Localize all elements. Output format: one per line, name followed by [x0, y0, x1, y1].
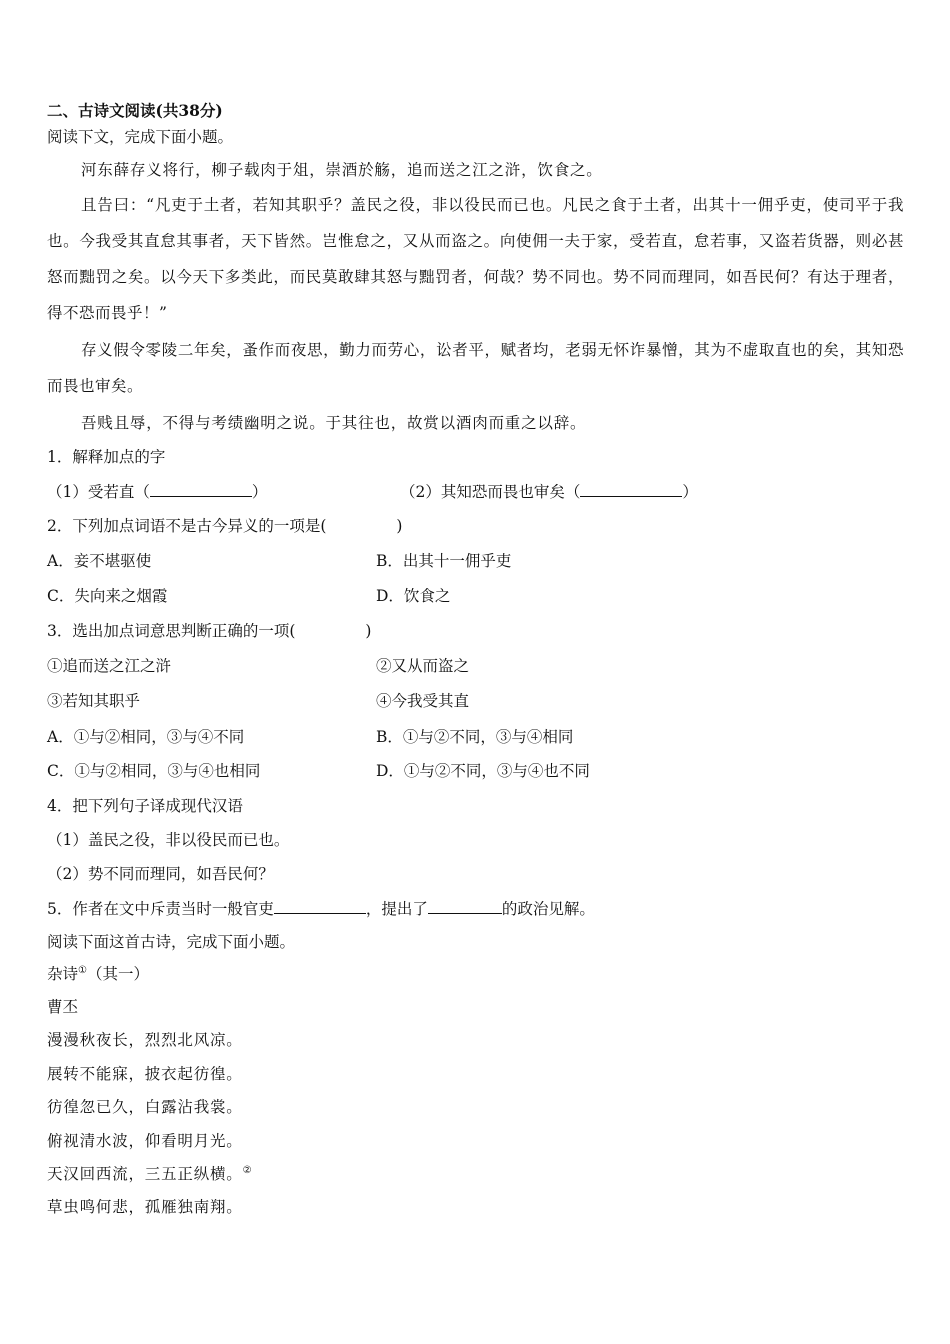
poem-line-1: 漫漫秋夜长，烈烈北风凉。	[47, 1031, 243, 1049]
poem-line-4: 俯视清水波，仰看明月光。	[47, 1132, 243, 1150]
question-3-item-3: ③若知其职乎	[47, 692, 141, 710]
question-4-sentence-2: （2）势不同而理同，如吾民何？	[47, 865, 274, 883]
question-4-stem: 4．把下列句子译成现代汉语	[47, 797, 243, 815]
poem-author: 曹丕	[47, 998, 79, 1016]
question-2-option-b[interactable]: B．出其十一佣乎吏	[376, 552, 512, 570]
poem-title: 杂诗①（其一）	[47, 964, 149, 983]
footnote-marker: ②	[242, 1164, 253, 1176]
poem-line-6: 草虫鸣何悲，孤雁独南翔。	[47, 1198, 243, 1216]
question-1-stem: 1．解释加点的字	[47, 448, 166, 466]
question-2-option-c[interactable]: C．失向来之烟霞	[47, 587, 168, 605]
question-3-option-a[interactable]: A．①与②相同，③与④不同	[47, 728, 245, 746]
question-3-option-d[interactable]: D．①与②不同，③与④也不同	[376, 762, 590, 780]
question-3-item-4: ④今我受其直	[376, 692, 470, 710]
question-1-item-2: （2）其知恐而畏也审矣（ ）	[400, 483, 698, 501]
question-3-option-b[interactable]: B．①与②不同，③与④相同	[376, 728, 574, 746]
question-2-option-d[interactable]: D．饮食之	[376, 587, 451, 605]
question-3-item-1: ①追而送之江之浒	[47, 657, 172, 675]
poem-line-2: 展转不能寐，披衣起彷徨。	[47, 1065, 243, 1083]
passage-paragraph-2: 且告曰：“凡吏于土者，若知其职乎？盖民之役，非以役民而已也。凡民之食于土者，出其十一佣乎吏，使司平于我也。今我受其直怠其事者，天下皆然。岂惟怠之，又从而盗之。向使佣一夫于家，受若直，怠若事，又盗若货器，则必甚怒而黜罚之矣。以今天下多类此，而民莫敢肆其怒与黜罚者，何哉？势不同也。势不同而理同，如吾民何？有达于理者，得不恐而畏乎！”	[47, 196, 904, 322]
answer-blank[interactable]	[274, 898, 366, 914]
question-4-sentence-1: （1）盖民之役，非以役民而已也。	[47, 831, 290, 849]
passage-paragraph-3: 存义假令零陵二年矣，蚤作而夜思，勤力而劳心，讼者平，赋者均，老弱无怀诈暴憎，其为不虚取直也的矣，其知恐而畏也审矣。	[47, 341, 904, 395]
poem-line-3: 彷徨忽已久，白露沾我裳。	[47, 1098, 243, 1116]
question-5-stem: 5．作者在文中斥责当时一般官吏 ，提出了 的政治见解。	[47, 900, 595, 918]
poem-line-5: 天汉回西流，三五正纵横。②	[47, 1164, 253, 1183]
question-1-item-1: （1）受若直（ ）	[47, 483, 268, 501]
passage-paragraph-4: 吾贱且辱，不得与考绩幽明之说。于其往也，故赏以酒肉而重之以辞。	[81, 414, 587, 432]
reading-instruction: 阅读下文，完成下面小题。	[47, 128, 234, 146]
question-2-option-a[interactable]: A．妾不堪驱使	[47, 552, 152, 570]
question-3-item-2: ②又从而盗之	[376, 657, 470, 675]
poem-instruction: 阅读下面这首古诗，完成下面小题。	[47, 933, 296, 951]
passage-paragraph-1: 河东薛存义将行，柳子载肉于俎，崇酒於觞，追而送之江之浒，饮食之。	[81, 161, 603, 179]
section-title: 二、古诗文阅读(共38分)	[47, 101, 223, 120]
question-2-stem: 2．下列加点词语不是古今异义的一项是( )	[47, 517, 403, 535]
footnote-marker: ①	[78, 964, 87, 976]
question-3-option-c[interactable]: C．①与②相同，③与④也相同	[47, 762, 261, 780]
answer-blank[interactable]	[150, 481, 252, 497]
answer-blank[interactable]	[428, 898, 502, 914]
answer-blank[interactable]	[580, 481, 682, 497]
question-3-stem: 3．选出加点词意思判断正确的一项( )	[47, 622, 372, 640]
